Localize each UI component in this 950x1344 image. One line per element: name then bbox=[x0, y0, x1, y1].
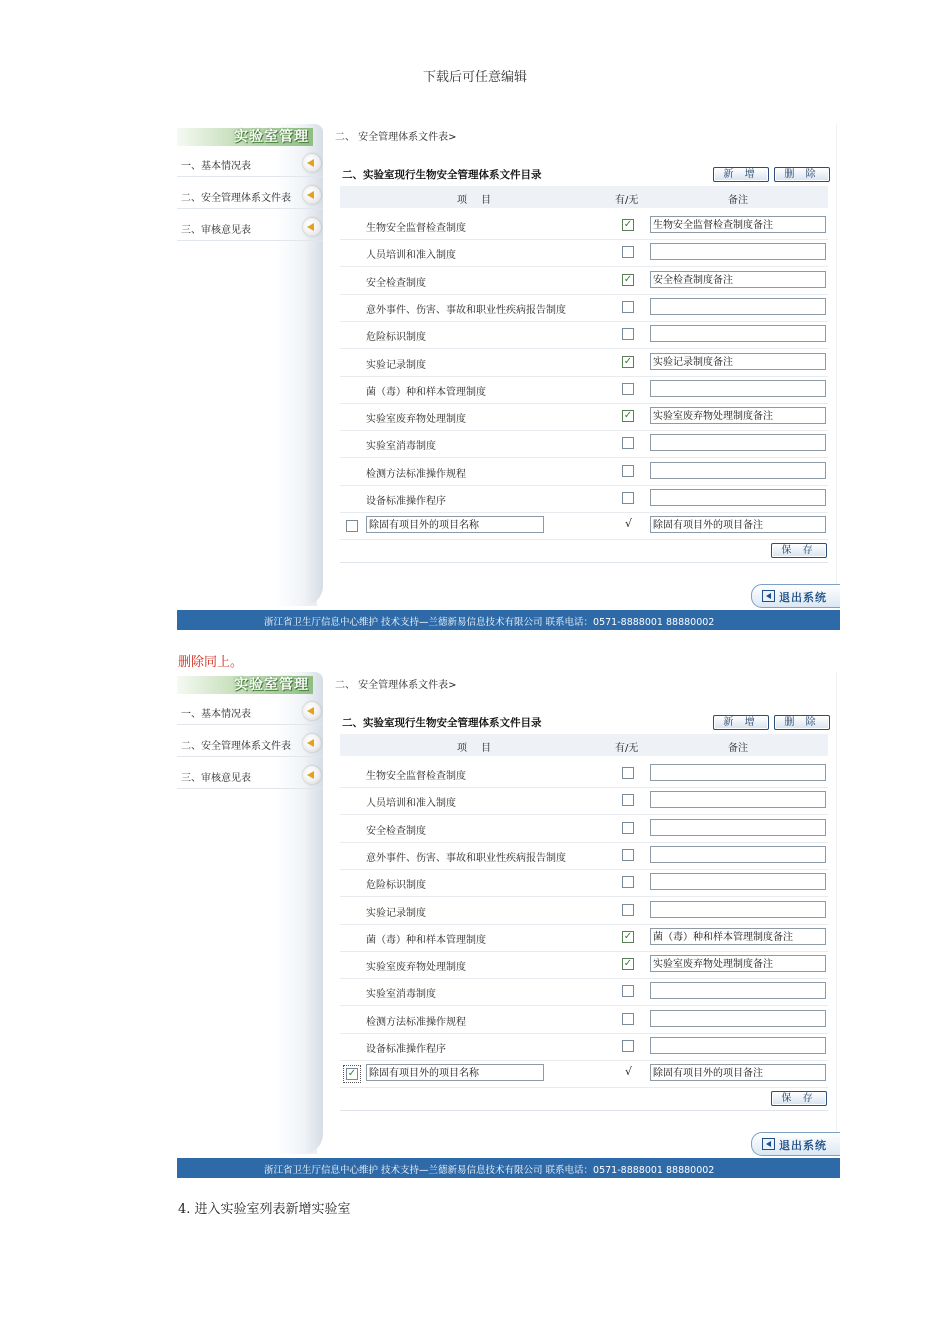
column-header-yes-no: 有/无 bbox=[615, 743, 639, 754]
table-row bbox=[340, 815, 828, 843]
column-header-note: 备注 bbox=[728, 743, 748, 754]
row-checkbox[interactable] bbox=[622, 328, 634, 340]
row-item-label: 人员培训和准入制度 bbox=[366, 250, 456, 262]
sidebar-item-basic-info[interactable] bbox=[177, 700, 323, 725]
content-border bbox=[836, 124, 837, 594]
row-item-label: 设备标准操作程序 bbox=[366, 496, 446, 507]
column-header-yes-no: 有/无 bbox=[615, 195, 639, 206]
breadcrumb: 二、 安全管理体系文件表> bbox=[335, 680, 457, 691]
check-mark: √ bbox=[625, 517, 633, 530]
row-note-input[interactable] bbox=[650, 325, 826, 342]
row-checkbox[interactable]: ✓ bbox=[623, 273, 633, 285]
divider bbox=[340, 1110, 828, 1111]
document-header: 下载后可任意编辑 bbox=[422, 70, 527, 85]
row-checkbox[interactable] bbox=[622, 985, 634, 997]
row-checkbox[interactable] bbox=[622, 794, 634, 806]
custom-item-note-input[interactable]: 除固有项目外的项目备注 bbox=[650, 516, 826, 533]
row-note-input[interactable] bbox=[650, 982, 826, 999]
check-mark: √ bbox=[625, 1065, 633, 1078]
table-header bbox=[340, 734, 828, 756]
exit-system-button[interactable] bbox=[751, 584, 840, 608]
delete-note: 删除同上。 bbox=[178, 655, 244, 670]
row-item-label: 菌（毒）种和样本管理制度 bbox=[366, 934, 486, 946]
table-row bbox=[340, 787, 828, 815]
app-logo bbox=[177, 128, 313, 146]
row-checkbox[interactable]: ✓ bbox=[623, 219, 633, 230]
column-header-note: 备注 bbox=[728, 195, 748, 206]
table-row bbox=[340, 760, 828, 788]
row-checkbox[interactable] bbox=[622, 1013, 634, 1025]
arrow-left-icon[interactable] bbox=[303, 734, 321, 752]
row-note-input[interactable] bbox=[650, 434, 826, 451]
table-row bbox=[340, 294, 828, 322]
row-note-input[interactable]: 安全检查制度备注 bbox=[650, 271, 826, 288]
sidebar-item-safety-docs[interactable] bbox=[177, 732, 323, 757]
column-header-item: 项目 bbox=[457, 195, 505, 206]
sidebar-item-label: 二、安全管理体系文件表 bbox=[181, 741, 291, 752]
sidebar-item-label: 三、审核意见表 bbox=[181, 225, 251, 236]
exit-icon bbox=[762, 590, 775, 602]
table-row bbox=[340, 212, 828, 240]
sidebar-item-safety-docs[interactable] bbox=[177, 184, 323, 209]
custom-item-note-input[interactable]: 除固有项目外的项目备注 bbox=[650, 1064, 826, 1081]
custom-item-name-input[interactable]: 除固有项目外的项目名称 bbox=[366, 1064, 544, 1081]
footer bbox=[177, 1158, 840, 1178]
arrow-left-icon[interactable] bbox=[303, 218, 321, 236]
section-title: 二、实验室现行生物安全管理体系文件目录 bbox=[342, 717, 542, 729]
row-note-input[interactable] bbox=[650, 1037, 826, 1054]
row-note-input[interactable]: 实验室废弃物处理制度备注 bbox=[650, 407, 826, 424]
row-item-label: 危险标识制度 bbox=[366, 332, 426, 344]
row-checkbox[interactable] bbox=[622, 1040, 634, 1052]
add-button[interactable]: 新 增 bbox=[713, 715, 769, 730]
table-row bbox=[340, 239, 828, 267]
table-row bbox=[340, 869, 828, 897]
row-item-label: 意外事件、伤害、事故和职业性疾病报告制度 bbox=[366, 304, 566, 316]
exit-label: 退出系统 bbox=[779, 591, 827, 604]
save-button[interactable]: 保 存 bbox=[771, 543, 827, 558]
row-item-label: 设备标准操作程序 bbox=[366, 1044, 446, 1055]
column-header-item: 项目 bbox=[457, 743, 505, 754]
arrow-left-icon[interactable] bbox=[303, 766, 321, 784]
row-note-input[interactable]: 实验室废弃物处理制度备注 bbox=[650, 955, 826, 972]
table-row bbox=[340, 376, 828, 404]
row-checkbox[interactable] bbox=[622, 492, 634, 504]
row-note-input[interactable]: 实验记录制度备注 bbox=[650, 353, 826, 370]
sidebar-item-basic-info[interactable] bbox=[177, 152, 323, 177]
footer-text: 浙江省卫生厅信息中心维护 技术支持—兰德新易信息技术有限公司 联系电话：0571-8888001 88880002 bbox=[264, 617, 715, 628]
row-note-input[interactable] bbox=[650, 489, 826, 506]
row-note-input[interactable] bbox=[650, 846, 826, 863]
row-note-input[interactable]: 菌（毒）种和样本管理制度备注 bbox=[650, 928, 826, 945]
table-row bbox=[340, 267, 828, 295]
row-note-input[interactable] bbox=[650, 791, 826, 808]
sidebar-item-review[interactable] bbox=[177, 764, 323, 789]
exit-label: 退出系统 bbox=[779, 1139, 827, 1152]
row-item-label: 安全检查制度 bbox=[366, 277, 426, 289]
sidebar-item-review[interactable] bbox=[177, 216, 323, 241]
row-checkbox[interactable] bbox=[622, 383, 634, 395]
row-checkbox[interactable] bbox=[622, 767, 634, 779]
table-row bbox=[340, 897, 828, 925]
arrow-left-icon[interactable] bbox=[303, 154, 321, 172]
row-checkbox[interactable] bbox=[622, 876, 634, 888]
arrow-left-icon[interactable] bbox=[303, 702, 321, 720]
delete-button[interactable]: 删 除 bbox=[774, 715, 830, 730]
logo-text: 实验室管理 bbox=[234, 129, 309, 145]
row-note-input[interactable] bbox=[650, 243, 826, 260]
breadcrumb: 二、 安全管理体系文件表> bbox=[335, 132, 457, 143]
add-button[interactable]: 新 增 bbox=[713, 167, 769, 182]
exit-system-button[interactable] bbox=[751, 1132, 840, 1156]
row-item-label: 实验室消毒制度 bbox=[366, 441, 436, 453]
row-item-label: 危险标识制度 bbox=[366, 880, 426, 892]
table-row bbox=[340, 951, 828, 979]
table-header bbox=[340, 186, 828, 208]
step-4-heading: 4. 进入实验室列表新增实验室 bbox=[178, 1202, 351, 1217]
footer-text: 浙江省卫生厅信息中心维护 技术支持—兰德新易信息技术有限公司 联系电话：0571-8888001 88880002 bbox=[264, 1165, 715, 1176]
row-checkbox[interactable] bbox=[622, 437, 634, 449]
row-checkbox[interactable]: ✓ bbox=[623, 958, 633, 970]
row-note-input[interactable] bbox=[650, 873, 826, 890]
table-row bbox=[340, 1033, 828, 1061]
row-note-input[interactable] bbox=[650, 380, 826, 397]
table-row bbox=[340, 1006, 828, 1034]
table-row bbox=[340, 430, 828, 458]
row-checkbox[interactable] bbox=[622, 465, 634, 477]
row-note-input[interactable] bbox=[650, 298, 826, 315]
row-item-label: 实验记录制度 bbox=[366, 359, 426, 371]
row-note-input[interactable]: 生物安全监督检查制度备注 bbox=[650, 216, 826, 233]
row-checkbox[interactable]: ✓ bbox=[623, 355, 633, 367]
table-row bbox=[340, 842, 828, 870]
row-note-input[interactable] bbox=[650, 1010, 826, 1027]
screenshot-delete bbox=[177, 672, 840, 1178]
row-item-label: 生物安全监督检查制度 bbox=[366, 771, 466, 782]
table-row bbox=[340, 978, 828, 1006]
row-note-input[interactable] bbox=[650, 819, 826, 836]
row-item-label: 实验室废弃物处理制度 bbox=[366, 962, 466, 974]
custom-item-name-input[interactable]: 除固有项目外的项目名称 bbox=[366, 516, 544, 533]
arrow-left-icon[interactable] bbox=[303, 186, 321, 204]
app-logo bbox=[177, 676, 313, 694]
custom-item-checkbox[interactable] bbox=[346, 520, 358, 532]
sidebar-item-label: 二、安全管理体系文件表 bbox=[181, 193, 291, 204]
delete-button[interactable]: 删 除 bbox=[774, 167, 830, 182]
footer bbox=[177, 610, 840, 630]
sidebar-item-label: 一、基本情况表 bbox=[181, 161, 251, 172]
row-item-label: 意外事件、伤害、事故和职业性疾病报告制度 bbox=[366, 852, 566, 864]
row-note-input[interactable] bbox=[650, 764, 826, 781]
row-checkbox[interactable] bbox=[622, 301, 634, 313]
exit-icon bbox=[762, 1138, 775, 1150]
custom-item-row bbox=[340, 512, 828, 540]
row-item-label: 实验记录制度 bbox=[366, 907, 426, 919]
row-item-label: 检测方法标准操作规程 bbox=[366, 468, 466, 480]
row-item-label: 生物安全监督检查制度 bbox=[366, 223, 466, 234]
table-row bbox=[340, 924, 828, 952]
row-item-label: 实验室废弃物处理制度 bbox=[366, 414, 466, 426]
row-item-label: 检测方法标准操作规程 bbox=[366, 1016, 466, 1028]
row-item-label: 安全检查制度 bbox=[366, 825, 426, 837]
custom-item-row bbox=[340, 1060, 828, 1088]
sidebar-item-label: 一、基本情况表 bbox=[181, 709, 251, 720]
section-title: 二、实验室现行生物安全管理体系文件目录 bbox=[342, 169, 542, 181]
screenshot-add bbox=[177, 124, 840, 630]
table-row bbox=[340, 403, 828, 431]
save-button[interactable]: 保 存 bbox=[771, 1091, 827, 1106]
table-row bbox=[340, 458, 828, 486]
row-item-label: 实验室消毒制度 bbox=[366, 989, 436, 1001]
divider bbox=[340, 562, 828, 563]
row-note-input[interactable] bbox=[650, 901, 826, 918]
row-checkbox[interactable]: ✓ bbox=[623, 410, 633, 422]
row-checkbox[interactable]: ✓ bbox=[623, 930, 633, 942]
table-row bbox=[340, 321, 828, 349]
content-border bbox=[836, 672, 837, 1142]
row-item-label: 菌（毒）种和样本管理制度 bbox=[366, 386, 486, 398]
row-checkbox[interactable] bbox=[622, 822, 634, 834]
row-item-label: 人员培训和准入制度 bbox=[366, 798, 456, 810]
table-row bbox=[340, 485, 828, 513]
table-row bbox=[340, 349, 828, 377]
row-note-input[interactable] bbox=[650, 462, 826, 479]
custom-item-checkbox[interactable]: ✓ bbox=[347, 1068, 357, 1079]
sidebar-item-label: 三、审核意见表 bbox=[181, 773, 251, 784]
row-checkbox[interactable] bbox=[622, 904, 634, 916]
row-checkbox[interactable] bbox=[622, 849, 634, 861]
logo-text: 实验室管理 bbox=[234, 677, 309, 693]
row-checkbox[interactable] bbox=[622, 246, 634, 258]
